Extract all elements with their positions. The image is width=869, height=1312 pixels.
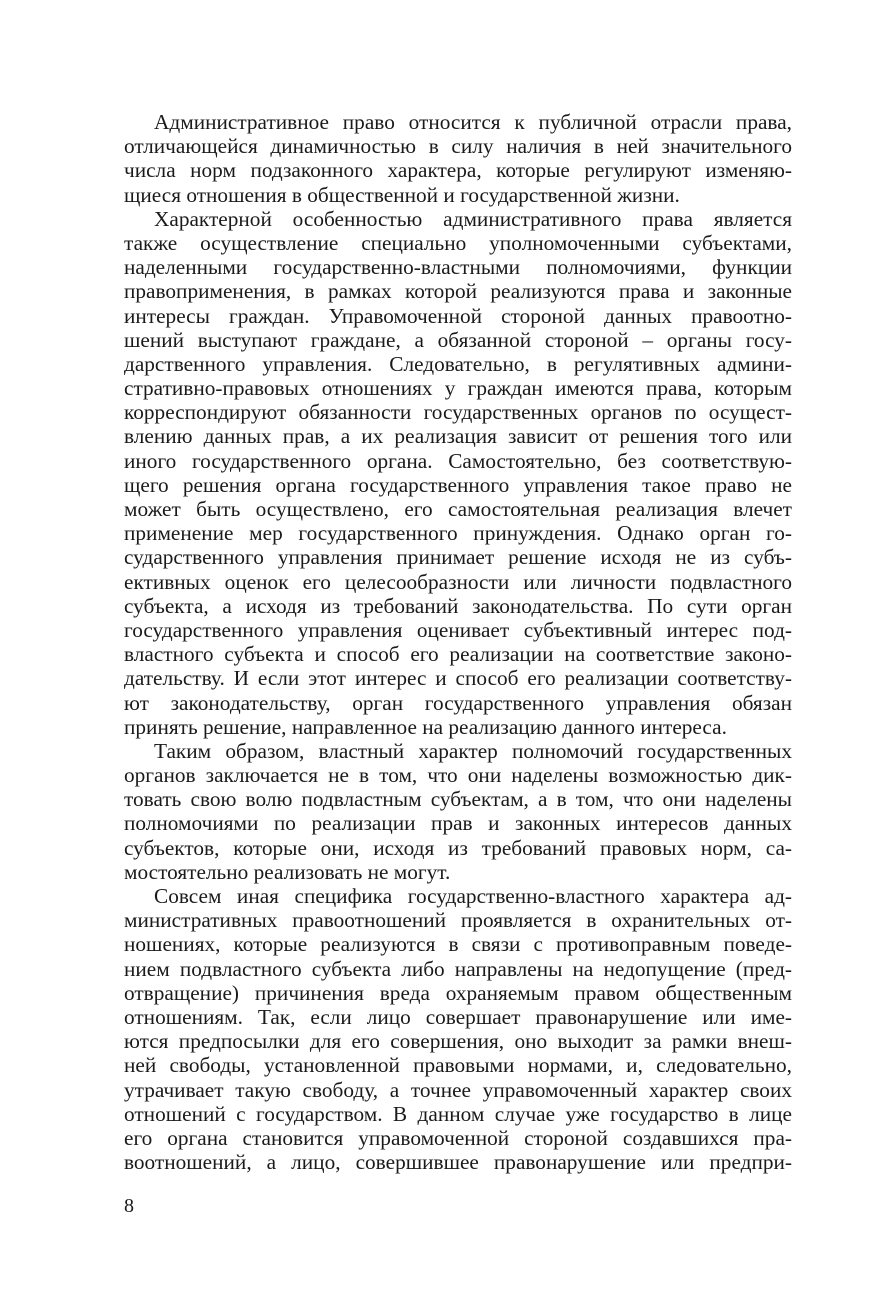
paragraph	[124, 884, 792, 1174]
text-line: ношениях, которые реализуются в связи с противоправным поведе-	[124, 932, 792, 957]
text-line: щиеся отношения в общественной и государственной жизни.	[124, 182, 680, 207]
text-line: Административное право относится к публичной отрасли права,	[154, 110, 792, 134]
text-line: отличающейся динамичностью в силу наличия в ней значительного	[124, 134, 792, 159]
text-line: интересы граждан. Управомоченной стороной данных правоотно-	[124, 303, 792, 328]
text-line: иного государственного органа. Самостоятельно, без соответствую-	[124, 448, 792, 473]
text-line: субъекта, а исходя из требований законодательства. По сути орган	[124, 593, 792, 618]
text-line: полномочиями по реализации прав и законных интересов данных	[124, 811, 792, 836]
text-line: шений выступают граждане, а обязанной стороной – органы госу-	[124, 327, 792, 352]
text-line: субъектов, которые они, исходя из требований правовых норм, са-	[124, 835, 792, 860]
text-line: Совсем иная специфика государственно-властного характера ад-	[154, 884, 792, 908]
text-line: щего решения органа государственного управления такое право не	[124, 472, 792, 497]
body-text	[124, 110, 792, 1174]
text-line: дательству. И если этот интерес и способ его реализации соответству-	[124, 666, 792, 691]
text-line: сударственного управления принимает решение исходя не из субъ-	[124, 545, 792, 570]
text-line: правоприменения, в рамках которой реализуются права и законные	[124, 279, 792, 304]
text-line: наделенными государственно-властными полномочиями, функции	[124, 255, 792, 280]
text-line: утрачивает такую свободу, а точнее управомоченный характер своих	[124, 1077, 792, 1102]
text-line: корреспондируют обязанности государственных органов по осущест-	[124, 400, 792, 425]
text-line: органов заключается не в том, что они наделены возможностью дик-	[124, 763, 792, 788]
text-line: Характерной особенностью административного права является	[154, 206, 792, 231]
paragraph	[124, 110, 792, 207]
text-line: Таким образом, властный характер полномочий государственных	[154, 738, 792, 763]
text-line: властного субъекта и способ его реализации на соответствие законо-	[124, 642, 792, 667]
text-line: товать свою волю подвластным субъектам, а в том, что они наделены	[124, 787, 792, 812]
paragraph	[124, 739, 792, 884]
text-line: также осуществление специально уполномоченными субъектами,	[124, 230, 792, 255]
text-line: воотношений, а лицо, совершившее правонарушение или предпри-	[124, 1150, 792, 1175]
text-line: ективных оценок его целесообразности или личности подвластного	[124, 569, 792, 594]
text-line: отвращение) причинения вреда охраняемым правом общественным	[124, 980, 792, 1005]
text-line: ней свободы, установленной правовыми нормами, и, следовательно,	[124, 1053, 792, 1078]
text-line: влению данных прав, а их реализация зависит от решения того или	[124, 424, 792, 449]
text-line: мостоятельно реализовать не могут.	[124, 859, 451, 884]
text-line: стративно-правовых отношениях у граждан имеются права, которым	[124, 376, 792, 401]
paragraph	[124, 207, 792, 739]
page-number: 8	[124, 1195, 134, 1217]
text-line: может быть осуществлено, его самостоятельная реализация влечет	[124, 497, 792, 521]
text-line: отношений с государством. В данном случае уже государство в лице	[124, 1101, 792, 1126]
text-line: дарственного управления. Следовательно, в регулятивных админи-	[124, 351, 792, 376]
text-line: его органа становится управомоченной стороной создавшихся пра-	[124, 1125, 792, 1150]
text-line: министративных правоотношений проявляется в охранительных от-	[124, 908, 792, 933]
text-line: государственного управления оценивает субъективный интерес под-	[124, 617, 792, 642]
text-line: отношениям. Так, если лицо совершает правонарушение или име-	[124, 1004, 792, 1029]
text-line: принять решение, направленное на реализацию данного интереса.	[124, 714, 727, 739]
text-line: применение мер государственного принуждения. Однако орган го-	[124, 521, 792, 546]
text-line: ют законодательству, орган государственного управления обязан	[124, 690, 792, 715]
text-line: нием подвластного субъекта либо направлены на недопущение (пред-	[124, 956, 792, 981]
text-line: ются предпосылки для его совершения, оно выходит за рамки внеш-	[124, 1029, 792, 1054]
text-line: числа норм подзаконного характера, которые регулируют изменяю-	[124, 158, 792, 183]
